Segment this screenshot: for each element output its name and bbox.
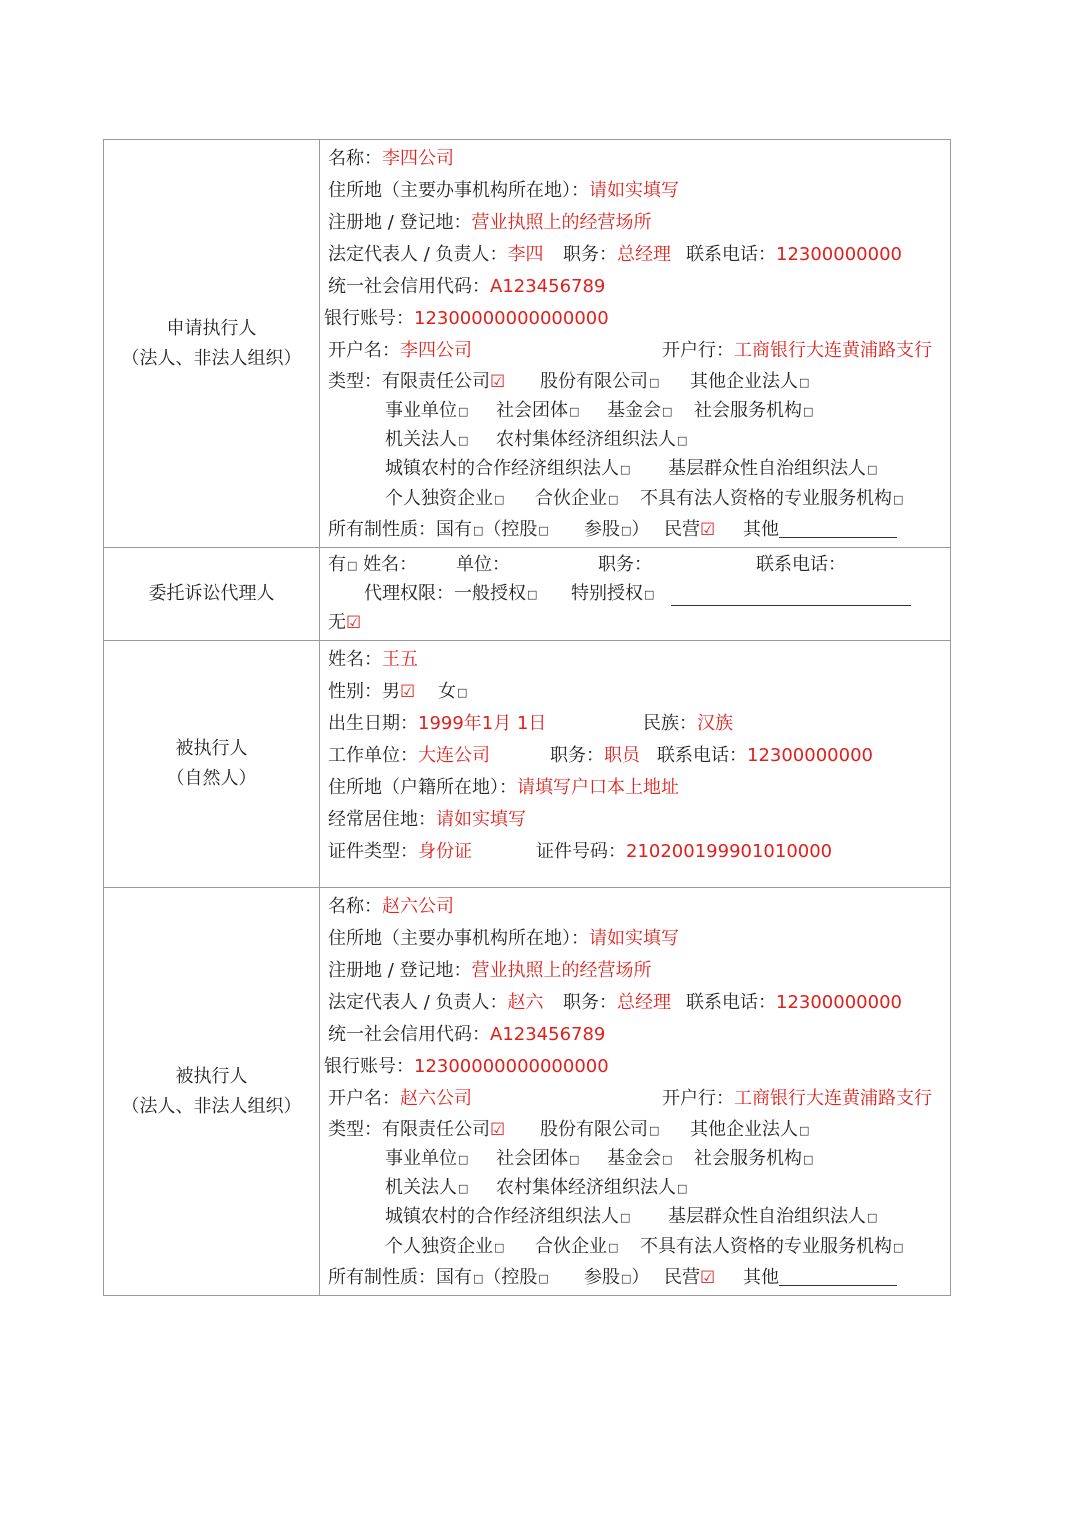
applicant-bank[interactable]: 工商银行大连黄浦路支行: [734, 340, 932, 361]
own-holding-checkbox[interactable]: □: [538, 524, 549, 537]
agent-general-checkbox[interactable]: □: [527, 588, 538, 601]
respondent-person-label: 被执行人 （自然人）: [104, 641, 320, 887]
agent-content: [320, 548, 951, 640]
ro-type-rural-collective-checkbox[interactable]: □: [677, 1182, 688, 1195]
rp-gender-line: 性别：男☑ 女□: [328, 681, 468, 702]
applicant-reg[interactable]: 营业执照上的经营场所: [471, 212, 652, 233]
ro-type-social-service-checkbox[interactable]: □: [803, 1153, 814, 1166]
agent-has-checkbox[interactable]: □: [347, 559, 358, 572]
ro-type-line-1: 类型：有限责任公司☑ 股份有限公司□ 其他企业法人□: [328, 1119, 810, 1140]
applicant-bank-acct-line: 银行账号：12300000000000000: [324, 308, 609, 329]
applicant-reg-line: 注册地 / 登记地：营业执照上的经营场所: [328, 212, 652, 233]
ro-type-line-5: 个人独资企业□ 合伙企业□ 不具有法人资格的专业服务机构□: [385, 1236, 904, 1257]
applicant-rep-line: 法定代表人 / 负责人：李四 职务：总经理 联系电话：12300000000: [328, 244, 902, 265]
applicant-credit-line: 统一社会信用代码：A123456789: [328, 276, 606, 297]
ro-bank[interactable]: 工商银行大连黄浦路支行: [734, 1088, 932, 1109]
ro-ownership-line: 所有制性质：国有□（控股□ 参股□） 民营☑ 其他: [328, 1263, 950, 1292]
rp-id-line: 证件类型：身份证 证件号码：210200199901010000: [328, 841, 833, 862]
ro-type-government-checkbox[interactable]: □: [458, 1182, 469, 1195]
ro-type-joint-stock-checkbox[interactable]: □: [649, 1124, 660, 1137]
ro-rep-line: 法定代表人 / 负责人：赵六 职务：总经理 联系电话：12300000000: [328, 992, 902, 1013]
rp-name-line: 姓名：王五: [328, 649, 418, 670]
applicant-type-line-2: 事业单位□ 社会团体□ 基金会□ 社会服务机构□: [385, 400, 814, 421]
ro-acct-name-line: 开户名：赵六公司 开户行：工商银行大连黄浦路支行: [328, 1088, 932, 1109]
type-institution-checkbox[interactable]: □: [458, 405, 469, 418]
rp-residence[interactable]: 请如实填写: [436, 809, 526, 830]
type-foundation-checkbox[interactable]: □: [662, 405, 673, 418]
ro-credit-line: 统一社会信用代码：A123456789: [328, 1024, 606, 1045]
applicant-type-line-3: 机关法人□ 农村集体经济组织法人□: [385, 429, 688, 450]
ro-reg-line: 注册地 / 登记地：营业执照上的经营场所: [328, 960, 652, 981]
application-form-table: [103, 139, 951, 1296]
ro-type-foundation-checkbox[interactable]: □: [662, 1153, 673, 1166]
applicant-type-line-1: 类型：有限责任公司☑ 股份有限公司□ 其他企业法人□: [328, 371, 810, 392]
applicant-content: [320, 140, 951, 547]
agent-row: [104, 548, 951, 641]
applicant-title[interactable]: 总经理: [617, 244, 671, 265]
applicant-acct-name[interactable]: 李四公司: [400, 340, 472, 361]
ro-type-line-3: 机关法人□ 农村集体经济组织法人□: [385, 1177, 688, 1198]
rp-work-line: 工作单位：大连公司 职务：职员 联系电话：12300000000: [328, 745, 873, 766]
agent-none-checked-icon[interactable]: ☑: [346, 613, 362, 633]
type-other-enterprise-checkbox[interactable]: □: [799, 376, 810, 389]
rp-name[interactable]: 王五: [382, 649, 418, 670]
ro-reg[interactable]: 营业执照上的经营场所: [471, 960, 652, 981]
ro-type-line-2: 事业单位□ 社会团体□ 基金会□ 社会服务机构□: [385, 1148, 814, 1169]
ro-type-professional-checkbox[interactable]: □: [893, 1241, 904, 1254]
applicant-address-line: 住所地（主要办事机构所在地）：请如实填写: [328, 180, 679, 201]
rp-address[interactable]: 请填写户口本上地址: [517, 777, 679, 798]
ro-phone[interactable]: 12300000000: [776, 992, 902, 1013]
ro-address-line: 住所地（主要办事机构所在地）：请如实填写: [328, 928, 679, 949]
applicant-label: 申请执行人 （法人、非法人组织）: [104, 140, 320, 547]
rp-ethnic[interactable]: 汉族: [697, 713, 733, 734]
type-joint-stock-checkbox[interactable]: □: [649, 376, 660, 389]
applicant-row: [104, 140, 951, 548]
agent-scope-blank[interactable]: [671, 585, 911, 606]
applicant-rep[interactable]: 李四: [507, 244, 544, 265]
type-government-checkbox[interactable]: □: [458, 434, 469, 447]
ro-address[interactable]: 请如实填写: [589, 928, 679, 949]
ro-bank-acct[interactable]: 12300000000000000: [414, 1056, 609, 1077]
rp-residence-line: 经常居住地：请如实填写: [328, 809, 526, 830]
ro-type-institution-checkbox[interactable]: □: [458, 1153, 469, 1166]
rp-male-checked-icon[interactable]: ☑: [400, 682, 416, 702]
ro-type-cooperative-checkbox[interactable]: □: [620, 1211, 631, 1224]
rp-title[interactable]: 职员: [604, 745, 640, 766]
ro-own-share-checkbox[interactable]: □: [621, 1272, 632, 1285]
rp-id-type[interactable]: 身份证: [418, 841, 472, 862]
agent-line-2: 代理权限：一般授权□ 特别授权□: [328, 579, 950, 608]
applicant-ownership-line: 所有制性质：国有□（控股□ 参股□） 民营☑ 其他: [328, 515, 950, 544]
respondent-person-row: [104, 641, 951, 888]
ro-name[interactable]: 赵六公司: [382, 896, 454, 917]
own-private-checked-icon[interactable]: ☑: [700, 520, 716, 540]
ro-rep[interactable]: 赵六: [507, 992, 544, 1013]
ro-type-grassroots-checkbox[interactable]: □: [867, 1211, 878, 1224]
type-rural-collective-checkbox[interactable]: □: [677, 434, 688, 447]
ro-bank-acct-line: 银行账号：12300000000000000: [324, 1056, 609, 1077]
type-llc-checked-icon[interactable]: ☑: [490, 372, 506, 392]
ro-type-other-enterprise-checkbox[interactable]: □: [799, 1124, 810, 1137]
type-partnership-checkbox[interactable]: □: [608, 493, 619, 506]
own-other-blank[interactable]: [779, 517, 897, 538]
applicant-bank-acct[interactable]: 12300000000000000: [414, 308, 609, 329]
ro-own-private-checked-icon[interactable]: ☑: [700, 1268, 716, 1288]
rp-address-line: 住所地（户籍所在地）：请填写户口本上地址: [328, 777, 679, 798]
respondent-org-label: 被执行人 （法人、非法人组织）: [104, 888, 320, 1295]
own-state-checkbox[interactable]: □: [473, 524, 484, 537]
agent-special-checkbox[interactable]: □: [644, 588, 655, 601]
ro-own-state-checkbox[interactable]: □: [473, 1272, 484, 1285]
rp-work[interactable]: 大连公司: [418, 745, 490, 766]
rp-dob[interactable]: 1999年1月 1日: [418, 713, 547, 734]
respondent-person-content: [320, 641, 951, 887]
applicant-address[interactable]: 请如实填写: [589, 180, 679, 201]
rp-phone[interactable]: 12300000000: [747, 745, 873, 766]
rp-dob-line: 出生日期：1999年1月 1日 民族：汉族: [328, 713, 733, 734]
type-social-service-checkbox[interactable]: □: [803, 405, 814, 418]
respondent-org-content: [320, 888, 951, 1295]
ro-own-holding-checkbox[interactable]: □: [538, 1272, 549, 1285]
type-grassroots-checkbox[interactable]: □: [867, 463, 878, 476]
type-social-group-checkbox[interactable]: □: [569, 405, 580, 418]
ro-type-line-4: 城镇农村的合作经济组织法人□ 基层群众性自治组织法人□: [385, 1206, 878, 1227]
type-sole-prop-checkbox[interactable]: □: [494, 493, 505, 506]
ro-name-line: 名称：赵六公司: [328, 896, 454, 917]
own-share-checkbox[interactable]: □: [621, 524, 632, 537]
rp-id-no[interactable]: 210200199901010000: [626, 841, 833, 862]
ro-own-other-blank[interactable]: [779, 1265, 897, 1286]
ro-type-partnership-checkbox[interactable]: □: [608, 1241, 619, 1254]
ro-credit[interactable]: A123456789: [490, 1024, 606, 1045]
ro-type-llc-checked-icon[interactable]: ☑: [490, 1120, 506, 1140]
type-professional-checkbox[interactable]: □: [893, 493, 904, 506]
respondent-org-row: [104, 888, 951, 1296]
type-cooperative-checkbox[interactable]: □: [620, 463, 631, 476]
applicant-type-line-4: 城镇农村的合作经济组织法人□ 基层群众性自治组织法人□: [385, 458, 878, 479]
applicant-credit[interactable]: A123456789: [490, 276, 606, 297]
applicant-phone[interactable]: 12300000000: [776, 244, 902, 265]
agent-line-3: 无☑: [328, 612, 362, 633]
applicant-name-line: 名称：李四公司: [328, 148, 454, 169]
ro-title[interactable]: 总经理: [617, 992, 671, 1013]
applicant-type-line-5: 个人独资企业□ 合伙企业□ 不具有法人资格的专业服务机构□: [385, 488, 904, 509]
ro-type-sole-prop-checkbox[interactable]: □: [494, 1241, 505, 1254]
ro-type-social-group-checkbox[interactable]: □: [569, 1153, 580, 1166]
rp-female-checkbox[interactable]: □: [457, 686, 468, 699]
agent-label: 委托诉讼代理人: [104, 548, 320, 640]
applicant-acct-name-line: 开户名：李四公司 开户行：工商银行大连黄浦路支行: [328, 340, 932, 361]
applicant-name[interactable]: 李四公司: [382, 148, 454, 169]
agent-line-1: 有□ 姓名： 单位： 职务： 联系电话：: [328, 554, 846, 575]
ro-acct-name[interactable]: 赵六公司: [400, 1088, 472, 1109]
